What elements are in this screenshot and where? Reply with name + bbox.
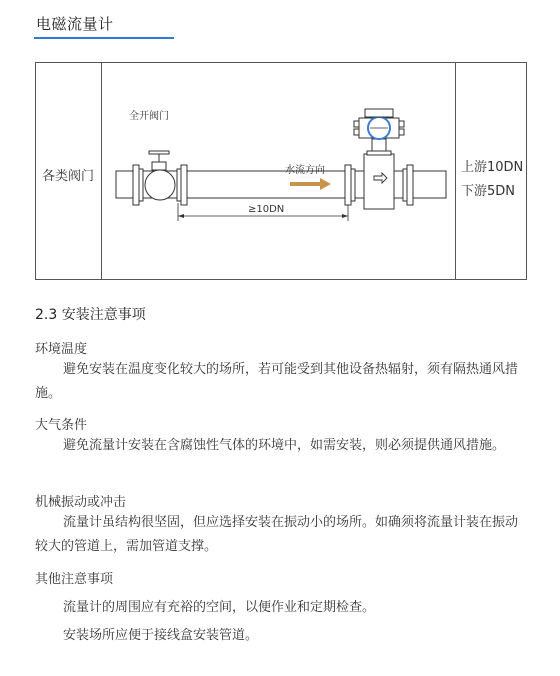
meter-flange-right <box>407 165 413 205</box>
section-heading: 2.3 安装注意事项 <box>35 307 146 323</box>
valve-flange-left <box>133 165 139 205</box>
item-text-atmosphere: 避免流量计安装在含腐蚀性气体的环境中，如需安装，则必须提供通风措施。 <box>63 438 506 453</box>
installation-table <box>35 62 527 280</box>
upstream-requirement: 上游10DN <box>461 160 524 175</box>
valve-type-label: 各类阀门 <box>42 169 95 184</box>
flow-direction-label: 水流方向 <box>285 165 325 176</box>
item-title-temperature: 环境温度 <box>35 342 88 357</box>
item-title-other: 其他注意事项 <box>35 572 114 587</box>
meter-neck <box>372 139 386 151</box>
table-left-cell <box>36 63 102 279</box>
page-title: 电磁流量计 <box>36 15 114 33</box>
table-right-cell <box>455 63 526 279</box>
valve-flange-right <box>181 165 187 205</box>
item-text-temperature: 避免安装在温度变化较大的场所，若可能受到其他设备热辐射，须有隔热通风措施。 <box>35 362 519 401</box>
valve-handwheel <box>149 151 169 154</box>
meter-flange-left <box>345 165 351 205</box>
flow-arrow-shaft <box>290 182 320 186</box>
downstream-requirement: 下游5DN <box>461 184 516 199</box>
distance-label: ≥10DN <box>248 204 285 215</box>
item-title-atmosphere: 大气条件 <box>35 418 88 433</box>
valve-body <box>145 170 175 200</box>
item-title-vibration: 机械振动或冲击 <box>35 495 127 510</box>
valve-label: 全开阀门 <box>129 111 169 122</box>
valve-bonnet <box>152 162 166 170</box>
title-underline <box>34 37 174 39</box>
item-text-vibration: 流量计虽结构很坚固，但应选择安装在振动小的场所。如确须将流量计装在振动较大的管道上，需加管道支撑。 <box>35 515 519 554</box>
item-text-other-2: 安装场所应便于接线盒安装管道。 <box>63 628 259 643</box>
meter-body <box>364 154 394 209</box>
item-text-other-1: 流量计的周围应有充裕的空间，以便作业和定期检查。 <box>63 600 376 615</box>
installation-diagram <box>102 63 457 279</box>
